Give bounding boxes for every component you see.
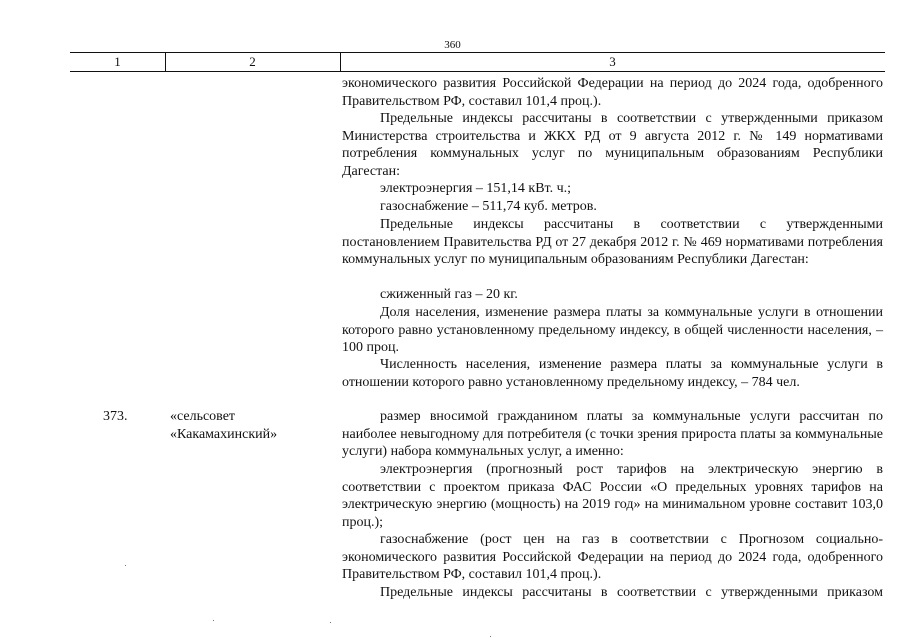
table-vertical-line-1: [165, 52, 166, 72]
paragraph: Предельные индексы рассчитаны в соответствии с утвержденными приказом: [380, 585, 883, 600]
page-number: 360: [444, 39, 461, 51]
paragraph: размер вносимой гражданином платы за коммунальные услуги рассчитан по наиболее невыгодному для потребителя (с точки зрения прироста платы за коммунальные услуги) набора коммунальных услуг, а именно:: [342, 409, 883, 459]
row-number: 373.: [103, 409, 128, 424]
scan-speck: [330, 622, 331, 623]
paragraph: электроэнергия – 151,14 кВт. ч.;: [380, 181, 572, 196]
header-col-1: 1: [114, 54, 121, 69]
paragraph: Доля населения, изменение размера платы за коммунальные услуги в отношении которого равно установленному предельному индексу, в общей численности населения, – 100 проц.: [342, 305, 883, 355]
scan-speck: [490, 636, 491, 637]
paragraph: газоснабжение – 511,74 куб. метров.: [380, 199, 597, 214]
table-header: [70, 52, 885, 72]
paragraph: Численность населения, изменение размера платы за коммунальные услуги в отношении которого равно установленному предельному индексу, – 784 чел.: [342, 357, 883, 390]
paragraph: электроэнергия (прогнозный рост тарифов на электрическую энергию в соответствии с проектом приказа ФАС России «О предельных уровнях тарифов на электрическую энергию (мощность) на 2019 год» на минимальном уровне составит 103,0 проц.);: [342, 462, 883, 530]
municipality-name: «сельсовет «Какамахинский»: [170, 409, 278, 442]
paragraph: экономического развития Российской Федерации на период до 2024 года, одобренного Правительством РФ, составил 101,4 проц.).: [342, 76, 883, 109]
scan-speck: [125, 565, 126, 566]
header-col-3: 3: [609, 54, 616, 69]
paragraph: газоснабжение (рост цен на газ в соответствии с Прогнозом социально-экономического развития Российской Федерации на период до 2024 года, одобренного Правительством РФ, составил 101,4 проц.).: [342, 532, 883, 582]
header-col-2: 2: [249, 54, 256, 69]
paragraph: сжиженный газ – 20 кг.: [380, 287, 518, 302]
paragraph: Предельные индексы рассчитаны в соответствии с утвержденными приказом Министерства строительства и ЖКХ РД от 9 августа 2012 г. № 149 нормативами потребления коммунальных услуг по муниципальным образованиям Республики Дагестан:: [342, 111, 883, 179]
paragraph: Предельные индексы рассчитаны в соответствии с утвержденными постановлением Правительства РД от 27 декабря 2012 г. № 469 нормативами потребления коммунальных услуг по муниципальным образованиям Республики Дагестан:: [342, 217, 883, 267]
table-vertical-line-2: [340, 52, 341, 72]
scan-speck: [213, 620, 214, 621]
